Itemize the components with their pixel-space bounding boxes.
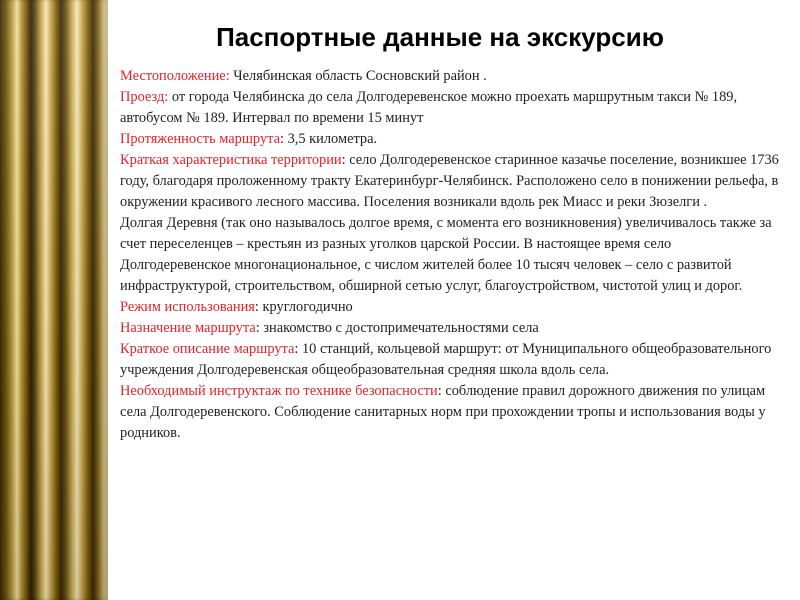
field-value: : знакомство с достопримечательностями села <box>255 320 539 336</box>
field-value: : круглогодично <box>254 299 353 315</box>
field-value: : соблюдение правил дорожного движения по улицам села Долгодеревенского. Соблюдение санитарных норм при прохождении тропы и использования воды у родников. <box>120 383 766 441</box>
field-route-purpose <box>120 318 780 339</box>
field-travel <box>120 87 780 129</box>
field-label: Режим использования <box>120 299 255 315</box>
field-value: : 3,5 километра. <box>279 131 378 147</box>
slide-title: Паспортные данные на экскурсию <box>216 22 664 52</box>
field-safety-briefing <box>120 381 780 444</box>
field-history <box>120 213 780 297</box>
field-value: Долгая Деревня (так оно называлось долгое время, с момента его возникновения) увеличивалось также за счет переселенцев – крестьян из разных уголков царской России. В настоящее время село Долгодеревенское многонациональное, с числом жителей более 10 тысяч человек – село с развитой инфраструктурой, строительством, обширной сетью услуг, благоустройством, чистотой улиц и дорог. <box>120 215 772 294</box>
field-route-length <box>120 129 780 150</box>
field-value: Челябинская область Сосновский район . <box>229 68 487 84</box>
field-label: Необходимый инструктаж по технике безопасности <box>120 383 438 399</box>
field-label: Местоположение: <box>120 68 230 84</box>
field-usage-mode <box>120 297 780 318</box>
field-location <box>120 66 780 87</box>
passport-details <box>120 66 780 444</box>
gold-curtain-decoration <box>0 0 108 600</box>
field-territory-description <box>120 150 780 213</box>
field-label: Протяженность маршрута <box>120 131 280 147</box>
field-route-summary <box>120 339 780 381</box>
field-label: Проезд: <box>120 89 169 105</box>
field-value: : 10 станций, кольцевой маршрут: от Муниципального общеобразовательного учреждения Долгодеревенская общеобразовательная средняя школа вдоль села. <box>120 341 772 378</box>
slide-content <box>120 0 790 600</box>
field-label: Краткое описание маршрута <box>120 341 295 357</box>
field-label: Назначение маршрута <box>120 320 256 336</box>
field-value: : село Долгодеревенское старинное казачье поселение, возникшее 1736 году, благодаря проложенному тракту Екатеринбург-Челябинск. Расположено село в понижении рельефа, в окружении красивого лесного массива. Поселения возникали вдоль рек Миасс и реки Зюзелги . <box>120 152 779 210</box>
field-label: Краткая характеристика территории <box>120 152 342 168</box>
field-value: от города Челябинска до села Долгодеревенское можно проехать маршрутным такси № 189, автобусом № 189. Интервал по времени 15 минут <box>120 89 738 126</box>
